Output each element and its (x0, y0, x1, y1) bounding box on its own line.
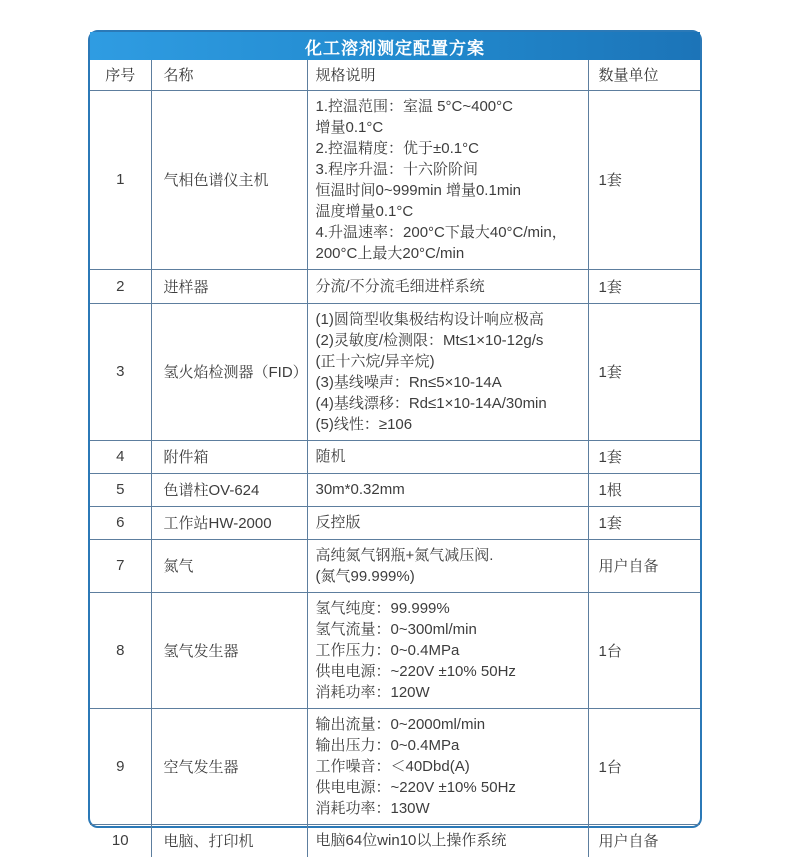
sheet-title-bar (90, 32, 700, 60)
spec-cell (307, 824, 588, 857)
qty-cell: 1台 (588, 708, 700, 824)
table-row (90, 303, 700, 440)
spec-cell (307, 303, 588, 440)
spec-cell (307, 473, 588, 506)
item-name-cell: 色谱柱OV-624 (151, 473, 307, 506)
spec-line: (氮气99.999%) (315, 567, 415, 585)
spec-line: 200°C上最大20°C/min (315, 244, 465, 262)
spec-cell (307, 506, 588, 539)
item-name-cell: 气相色谱仪主机 (151, 90, 307, 269)
table-row (90, 269, 700, 303)
spec-line: 氢气流量：0~300ml/min (315, 620, 477, 638)
header-row (90, 60, 700, 90)
table-row (90, 440, 700, 473)
spec-cell (307, 440, 588, 473)
spec-cell (307, 269, 588, 303)
spec-line: 输出流量：0~2000ml/min (315, 715, 486, 733)
row-number-cell: 8 (90, 592, 151, 708)
qty-cell: 1套 (588, 90, 700, 269)
spec-line: 随机 (315, 448, 346, 465)
spec-cell (307, 90, 588, 269)
table-row (90, 824, 700, 857)
spec-line: (4)基线漂移：Rd≤1×10-14A/30min (315, 394, 547, 412)
qty-cell: 1根 (588, 473, 700, 506)
spec-line: 供电电源：~220V ±10% 50Hz (315, 662, 516, 680)
spec-line: (5)线性：≥106 (315, 415, 413, 433)
spec-line: 输出压力：0~0.4MPa (315, 736, 460, 754)
item-name-cell: 氢火焰检测器（FID） (151, 303, 307, 440)
qty-cell: 1套 (588, 506, 700, 539)
spec-sheet (88, 30, 702, 851)
spec-line: 工作噪音：＜40Dbd(A) (315, 757, 470, 775)
spec-table-header (90, 60, 700, 90)
table-row (90, 473, 700, 506)
header-specification: 规格说明 (307, 60, 588, 90)
spec-line: 2.控温精度：优于±0.1°C (315, 139, 479, 157)
spec-line: 消耗功率：130W (315, 799, 430, 817)
row-number-cell: 1 (90, 90, 151, 269)
row-number-cell: 7 (90, 539, 151, 592)
item-name-cell: 空气发生器 (151, 708, 307, 824)
header-quantity-unit: 数量单位 (588, 60, 700, 90)
row-number-cell: 9 (90, 708, 151, 824)
spec-line: 消耗功率：120W (315, 683, 430, 701)
spec-cell (307, 539, 588, 592)
header-serial-number: 序号 (90, 60, 151, 90)
qty-cell: 1套 (588, 269, 700, 303)
spec-line: 温度增量0.1°C (315, 202, 414, 220)
item-name-cell: 氮气 (151, 539, 307, 592)
spec-line: 3.程序升温：十六阶阶间 (315, 160, 479, 178)
spec-line: 反控版 (315, 514, 361, 531)
spec-line: (2)灵敏度/检测限：Mt≤1×10-12g/s (315, 331, 544, 349)
spec-cell (307, 708, 588, 824)
row-number-cell: 10 (90, 824, 151, 857)
spec-line: (3)基线噪声：Rn≤5×10-14A (315, 373, 502, 391)
spec-table-body (90, 90, 700, 857)
qty-cell: 1台 (588, 592, 700, 708)
spec-line: 工作压力：0~0.4MPa (315, 641, 460, 659)
spec-line: 4.升温速率：200°C下最大40°C/min， (315, 223, 567, 241)
row-number-cell: 2 (90, 269, 151, 303)
spec-line: 增量0.1°C (315, 118, 384, 136)
spec-table (90, 60, 700, 857)
page-title: 化工溶剂测定配置方案 (305, 38, 485, 58)
row-number-cell: 3 (90, 303, 151, 440)
row-number-cell: 5 (90, 473, 151, 506)
item-name-cell: 附件箱 (151, 440, 307, 473)
qty-cell: 用户自备 (588, 539, 700, 592)
row-number-cell: 4 (90, 440, 151, 473)
spec-line: (正十六烷/异辛烷) (315, 352, 435, 370)
spec-line: 氢气纯度：99.999% (315, 599, 450, 617)
spec-line: 供电电源：~220V ±10% 50Hz (315, 778, 516, 796)
qty-cell: 1套 (588, 440, 700, 473)
header-item-name: 名称 (151, 60, 307, 90)
qty-cell: 用户自备 (588, 824, 700, 857)
table-row (90, 539, 700, 592)
row-number-cell: 6 (90, 506, 151, 539)
item-name-cell: 工作站HW-2000 (151, 506, 307, 539)
spec-line: (1)圆筒型收集极结构设计响应极高 (315, 310, 544, 328)
item-name-cell: 氢气发生器 (151, 592, 307, 708)
spec-line: 高纯氮气钢瓶+氮气减压阀. (315, 546, 494, 564)
qty-cell: 1套 (588, 303, 700, 440)
spec-line: 1.控温范围：室温 5°C~400°C (315, 97, 513, 115)
item-name-cell: 电脑、打印机 (151, 824, 307, 857)
table-row (90, 592, 700, 708)
table-row (90, 506, 700, 539)
spec-line: 恒温时间0~999min 增量0.1min (315, 181, 521, 199)
table-row (90, 708, 700, 824)
item-name-cell: 进样器 (151, 269, 307, 303)
spec-line: 电脑64位win10以上操作系统 (315, 832, 507, 850)
table-row (90, 90, 700, 269)
spec-line: 分流/不分流毛细进样系统 (315, 277, 485, 295)
spec-line: 30m*0.32mm (315, 481, 405, 498)
spec-cell (307, 592, 588, 708)
